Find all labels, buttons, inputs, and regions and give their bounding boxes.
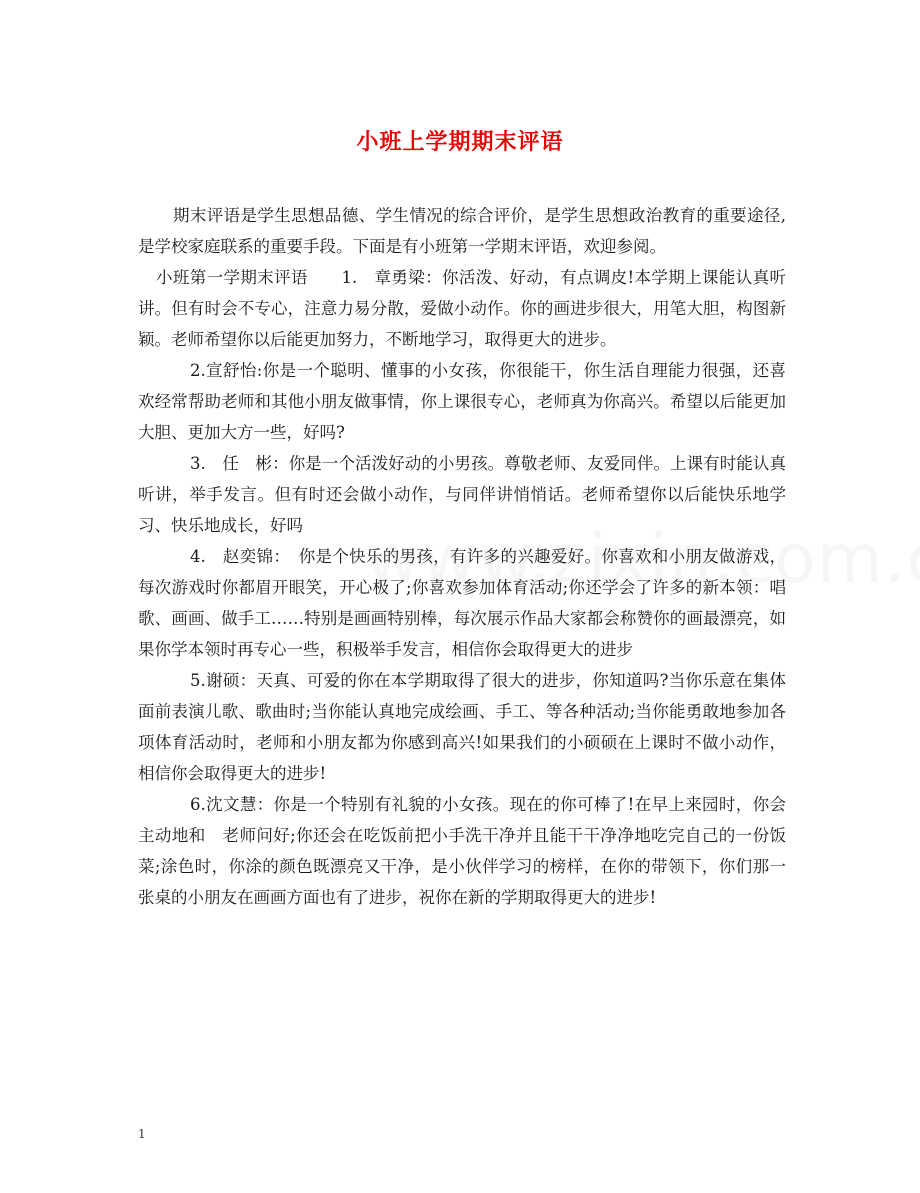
comment-paragraph-4: 4. 赵奕锦： 你是个快乐的男孩，有许多的兴趣爱好。你喜欢和小朋友做游戏，每次游戏时你都眉开眼笑，开心极了;你喜欢参加体育活动;你还学会了许多的新本领：唱歌、画画、做手工……特别是画画特别棒，每次展示作品大家都会称赞你的画最漂亮，如果你学本领时再专心一些，积极举手发言，相信你会取得更大的进步	[138, 547, 786, 659]
comment-paragraph-2: 2.宣舒怡:你是一个聪明、懂事的小女孩，你很能干，你生活自理能力很强，还喜欢经常帮助老师和其他小朋友做事情，你上课很专心，老师真为你高兴。希望以后能更加大胆、更加大方一些，好吗?	[138, 361, 786, 442]
comment-paragraph-1: 小班第一学期末评语 1. 章勇梁：你活泼、好动，有点调皮!本学期上课能认真听讲。但有时会不专心，注意力易分散，爱做小动作。你的画进步很大，用笔大胆，构图新颖。老师希望你以后能更加努力，不断地学习，取得更大的进步。	[138, 268, 786, 349]
document-title: 小班上学期期末评语	[356, 129, 564, 155]
comment-paragraph-6: 6.沈文慧：你是一个特别有礼貌的小女孩。现在的你可棒了!在早上来园时，你会主动地和 老师问好;你还会在吃饭前把小手洗干净并且能干干净净地吃完自己的一份饭菜;涂色时，你涂的颜色既漂亮又干净，是小伙伴学习的榜样，在你的带领下，你们那一张桌的小朋友在画画方面也有了进步，祝你在新的学期取得更大的进步!	[138, 795, 786, 907]
comment-paragraph-3: 3. 任 彬：你是一个活泼好动的小男孩。尊敬老师、友爱同伴。上课有时能认真听讲，举手发言。但有时还会做小动作，与同伴讲悄悄话。老师希望你以后能快乐地学习、快乐地成长，好吗	[138, 454, 786, 535]
page-number: 1	[138, 1127, 146, 1141]
intro-paragraph: 期末评语是学生思想品德、学生情况的综合评价，是学生思想政治教育的重要途径,是学校家庭联系的重要手段。下面是有小班第一学期末评语，欢迎参阅。	[138, 206, 786, 256]
document-body	[138, 200, 786, 913]
comment-paragraph-5: 5.谢硕：天真、可爱的你在本学期取得了很大的进步，你知道吗?当你乐意在集体面前表演儿歌、歌曲时;当你能认真地完成绘画、手工、等各种活动;当你能勇敢地参加各项体育活动时，老师和小朋友都为你感到高兴!如果我们的小硕硕在上课时不做小动作，相信你会取得更大的进步!	[138, 671, 786, 783]
